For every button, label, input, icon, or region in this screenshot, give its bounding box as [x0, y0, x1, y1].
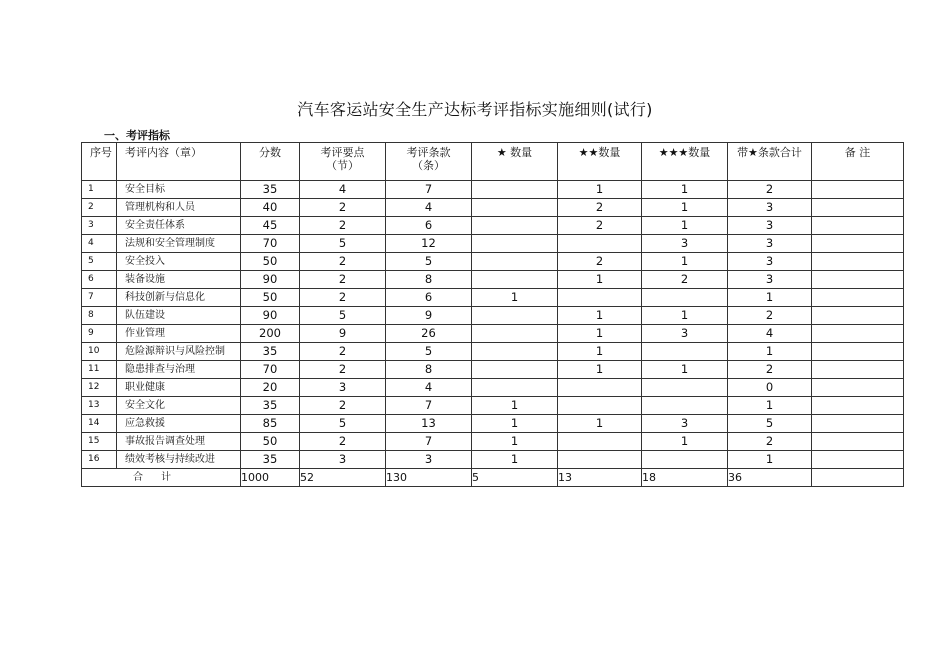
header-clauses	[386, 143, 472, 181]
row-star-total: 1	[728, 289, 812, 307]
row-star-total: 2	[728, 433, 812, 451]
totals-row	[82, 469, 904, 487]
row-remark	[812, 253, 904, 271]
row-score: 85	[241, 415, 300, 433]
totals-clauses: 130	[386, 469, 472, 487]
row-content: 事故报告调查处理	[117, 433, 241, 451]
row-clauses: 6	[386, 289, 472, 307]
row-star3: 1	[642, 199, 728, 217]
header-row	[82, 143, 904, 181]
row-content: 装备设施	[117, 271, 241, 289]
row-star2: 1	[558, 307, 642, 325]
row-star3	[642, 397, 728, 415]
row-score: 50	[241, 253, 300, 271]
header-score: 分数	[241, 143, 300, 181]
row-score: 50	[241, 433, 300, 451]
totals-star2: 13	[558, 469, 642, 487]
row-index: 2	[82, 199, 117, 217]
row-score: 70	[241, 235, 300, 253]
totals-star-total: 36	[728, 469, 812, 487]
row-score: 35	[241, 343, 300, 361]
row-star2: 2	[558, 253, 642, 271]
table-row	[82, 451, 904, 469]
row-star-total: 1	[728, 451, 812, 469]
row-points: 9	[300, 325, 386, 343]
row-star2	[558, 235, 642, 253]
header-content: 考评内容（章）	[117, 143, 241, 181]
row-remark	[812, 397, 904, 415]
row-star1	[472, 253, 558, 271]
row-points: 2	[300, 361, 386, 379]
row-star1	[472, 271, 558, 289]
evaluation-table	[81, 142, 904, 487]
row-star-total: 3	[728, 253, 812, 271]
row-clauses: 7	[386, 181, 472, 199]
row-remark	[812, 289, 904, 307]
totals-star3: 18	[642, 469, 728, 487]
header-star2: ★★数量	[558, 143, 642, 181]
row-star2	[558, 433, 642, 451]
row-star-total: 3	[728, 217, 812, 235]
row-star2: 1	[558, 325, 642, 343]
row-points: 2	[300, 253, 386, 271]
row-content: 法规和安全管理制度	[117, 235, 241, 253]
row-index: 15	[82, 433, 117, 451]
totals-score: 1000	[241, 469, 300, 487]
header-star1: ★ 数量	[472, 143, 558, 181]
row-star1: 1	[472, 289, 558, 307]
header-star-total: 带★条款合计	[728, 143, 812, 181]
row-clauses: 5	[386, 343, 472, 361]
row-content: 科技创新与信息化	[117, 289, 241, 307]
row-content: 绩效考核与持续改进	[117, 451, 241, 469]
row-star-total: 0	[728, 379, 812, 397]
row-star2	[558, 397, 642, 415]
row-content: 管理机构和人员	[117, 199, 241, 217]
row-score: 45	[241, 217, 300, 235]
row-remark	[812, 307, 904, 325]
row-score: 90	[241, 271, 300, 289]
row-star3	[642, 343, 728, 361]
row-star1	[472, 307, 558, 325]
row-index: 3	[82, 217, 117, 235]
row-index: 4	[82, 235, 117, 253]
row-remark	[812, 181, 904, 199]
totals-label: 合计	[82, 469, 241, 487]
row-content: 安全责任体系	[117, 217, 241, 235]
header-points-line1: 考评要点	[320, 146, 365, 159]
row-clauses: 13	[386, 415, 472, 433]
row-star3: 1	[642, 361, 728, 379]
header-star3: ★★★数量	[642, 143, 728, 181]
row-points: 5	[300, 235, 386, 253]
row-points: 2	[300, 271, 386, 289]
row-points: 4	[300, 181, 386, 199]
row-points: 2	[300, 199, 386, 217]
row-star3: 1	[642, 253, 728, 271]
table-row	[82, 289, 904, 307]
row-points: 2	[300, 217, 386, 235]
row-clauses: 7	[386, 433, 472, 451]
table-row	[82, 415, 904, 433]
table-row	[82, 379, 904, 397]
row-clauses: 8	[386, 271, 472, 289]
row-index: 12	[82, 379, 117, 397]
row-star2	[558, 451, 642, 469]
row-index: 13	[82, 397, 117, 415]
totals-star1: 5	[472, 469, 558, 487]
row-star2: 1	[558, 415, 642, 433]
row-remark	[812, 271, 904, 289]
row-remark	[812, 433, 904, 451]
row-star3: 1	[642, 433, 728, 451]
row-star3: 2	[642, 271, 728, 289]
header-clauses-line1: 考评条款	[406, 146, 451, 159]
section-heading: 一、考评指标	[104, 129, 170, 142]
table-row	[82, 217, 904, 235]
row-star-total: 4	[728, 325, 812, 343]
table-row	[82, 271, 904, 289]
row-star2: 1	[558, 361, 642, 379]
row-remark	[812, 361, 904, 379]
row-points: 3	[300, 451, 386, 469]
row-clauses: 4	[386, 379, 472, 397]
row-points: 5	[300, 415, 386, 433]
row-star-total: 1	[728, 397, 812, 415]
row-remark	[812, 199, 904, 217]
row-star3: 1	[642, 217, 728, 235]
header-clauses-line2: （条）	[412, 159, 445, 172]
row-star-total: 5	[728, 415, 812, 433]
table-row	[82, 253, 904, 271]
row-score: 200	[241, 325, 300, 343]
table-row	[82, 199, 904, 217]
row-points: 2	[300, 397, 386, 415]
row-star1: 1	[472, 451, 558, 469]
table-row	[82, 235, 904, 253]
row-content: 职业健康	[117, 379, 241, 397]
row-score: 35	[241, 181, 300, 199]
row-remark	[812, 235, 904, 253]
row-star2: 1	[558, 181, 642, 199]
table-row	[82, 181, 904, 199]
row-points: 2	[300, 289, 386, 307]
row-content: 应急救援	[117, 415, 241, 433]
row-points: 3	[300, 379, 386, 397]
row-star3: 3	[642, 235, 728, 253]
row-star-total: 2	[728, 307, 812, 325]
row-star2: 2	[558, 217, 642, 235]
row-star1	[472, 379, 558, 397]
row-star1	[472, 199, 558, 217]
row-index: 14	[82, 415, 117, 433]
row-star1	[472, 235, 558, 253]
row-score: 50	[241, 289, 300, 307]
row-points: 2	[300, 433, 386, 451]
row-star-total: 1	[728, 343, 812, 361]
header-remark: 备 注	[812, 143, 904, 181]
row-star3: 3	[642, 415, 728, 433]
row-content: 安全文化	[117, 397, 241, 415]
row-index: 16	[82, 451, 117, 469]
row-clauses: 7	[386, 397, 472, 415]
row-index: 5	[82, 253, 117, 271]
totals-points: 52	[300, 469, 386, 487]
table-row	[82, 343, 904, 361]
row-star1: 1	[472, 415, 558, 433]
header-points-line2: （节）	[326, 159, 359, 172]
row-points: 5	[300, 307, 386, 325]
row-content: 安全投入	[117, 253, 241, 271]
row-score: 70	[241, 361, 300, 379]
row-star3	[642, 379, 728, 397]
row-remark	[812, 343, 904, 361]
row-star-total: 2	[728, 361, 812, 379]
row-score: 35	[241, 451, 300, 469]
row-remark	[812, 325, 904, 343]
row-star2	[558, 379, 642, 397]
row-star1: 1	[472, 433, 558, 451]
row-content: 队伍建设	[117, 307, 241, 325]
row-remark	[812, 379, 904, 397]
row-content: 作业管理	[117, 325, 241, 343]
row-star2: 1	[558, 343, 642, 361]
row-clauses: 26	[386, 325, 472, 343]
header-points	[300, 143, 386, 181]
table-row	[82, 361, 904, 379]
row-remark	[812, 217, 904, 235]
row-star-total: 3	[728, 199, 812, 217]
row-content: 危险源辩识与风险控制	[117, 343, 241, 361]
row-clauses: 8	[386, 361, 472, 379]
row-index: 10	[82, 343, 117, 361]
row-clauses: 3	[386, 451, 472, 469]
table-row	[82, 325, 904, 343]
row-score: 35	[241, 397, 300, 415]
table-row	[82, 307, 904, 325]
row-star-total: 3	[728, 271, 812, 289]
row-score: 40	[241, 199, 300, 217]
row-clauses: 6	[386, 217, 472, 235]
row-points: 2	[300, 343, 386, 361]
row-index: 11	[82, 361, 117, 379]
row-clauses: 4	[386, 199, 472, 217]
row-index: 6	[82, 271, 117, 289]
row-content: 安全目标	[117, 181, 241, 199]
row-star3: 3	[642, 325, 728, 343]
row-remark	[812, 415, 904, 433]
row-index: 1	[82, 181, 117, 199]
row-star3: 1	[642, 181, 728, 199]
table-row	[82, 433, 904, 451]
row-star-total: 3	[728, 235, 812, 253]
row-star-total: 2	[728, 181, 812, 199]
document-title: 汽车客运站安全生产达标考评指标实施细则(试行)	[297, 100, 653, 119]
row-star1	[472, 217, 558, 235]
row-star3: 1	[642, 307, 728, 325]
row-star2: 1	[558, 271, 642, 289]
row-remark	[812, 451, 904, 469]
row-index: 7	[82, 289, 117, 307]
header-index: 序号	[82, 143, 117, 181]
row-star1	[472, 325, 558, 343]
row-star3	[642, 451, 728, 469]
table-row	[82, 397, 904, 415]
row-clauses: 9	[386, 307, 472, 325]
row-content: 隐患排查与治理	[117, 361, 241, 379]
row-star2	[558, 289, 642, 307]
row-star1	[472, 181, 558, 199]
row-star1	[472, 361, 558, 379]
totals-remark	[812, 469, 904, 487]
row-clauses: 5	[386, 253, 472, 271]
row-score: 90	[241, 307, 300, 325]
row-score: 20	[241, 379, 300, 397]
row-index: 8	[82, 307, 117, 325]
row-star1: 1	[472, 397, 558, 415]
row-star1	[472, 343, 558, 361]
row-index: 9	[82, 325, 117, 343]
row-star3	[642, 289, 728, 307]
row-clauses: 12	[386, 235, 472, 253]
row-star2: 2	[558, 199, 642, 217]
